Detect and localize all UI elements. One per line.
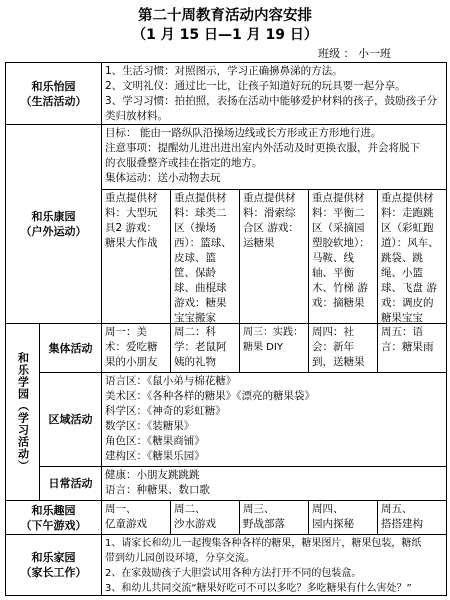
outdoor-goal-line: 的衣服叠整齐或挂在指定的地方。 (105, 157, 263, 169)
life-line: 3、学习习惯：拍拍照，表扬在活动中能够爱护材料的孩子，鼓励孩子分 (105, 95, 438, 107)
game-mon (101, 500, 171, 535)
page-title: 第二十周教育活动内容安排 (138, 8, 312, 24)
life-line: 2、文明礼仪：通过比一比，让孩子知道好玩的玩具要一起分享。 (105, 80, 406, 92)
family-content (101, 534, 447, 596)
outdoor-zone-2: 重点提供材料：球类二区（操场西）：篮球、皮球、篮筐、保龄球、曲棍球 游戏：糖果宝宝搬家 (170, 189, 240, 324)
outdoor-goal (101, 124, 447, 190)
game-name: 亿童游戏 (105, 518, 147, 530)
class-label: 班级 ： 小一班 (318, 47, 391, 60)
area-line: 美术区：《各种各样的糖果》《漂亮的糖果袋》 (105, 390, 315, 402)
games-section-label (5, 500, 102, 535)
games-label-name: 和乐趣园 (31, 503, 76, 517)
game-wed (239, 500, 309, 535)
game-name: 搭搭建构 (381, 518, 423, 530)
family-line: 1、请家长和幼儿一起搜集各种各样的糖果，糖果图片，糖果包装，糖纸 (105, 538, 422, 549)
group-activity-thu: 周四：社会：新年到，送糖果 (308, 323, 378, 373)
life-label-type: （生活活动） (20, 94, 87, 108)
game-tue (170, 500, 240, 535)
family-section-label (5, 534, 102, 596)
games-label-type: （下午游戏） (20, 518, 87, 532)
life-label-name: 和乐怡园 (31, 79, 76, 93)
group-activity-tue: 周二：科学：老鼠阿姨的礼物 (170, 323, 240, 373)
group-activity-fri: 周五：语言：糖果雨 (377, 323, 447, 373)
daily-activity-content (101, 466, 447, 501)
group-activity-wed: 周三：实践：糖果 DIY (239, 323, 309, 373)
area-line: 数学区：《装糖果》 (105, 420, 195, 432)
family-label-name: 和乐家园 (31, 551, 76, 564)
area-line: 科学区：《神奇的彩虹糖》 (105, 405, 226, 417)
group-activity-label: 集体活动 (39, 323, 102, 373)
game-day: 周五、 (381, 503, 413, 515)
daily-line: 健康：小朋友跳跳跳 (105, 469, 200, 481)
area-activity-label: 区域活动 (39, 372, 102, 467)
family-line: 带到幼儿园创设环境，分享交流。 (105, 553, 255, 564)
outdoor-section-label (5, 124, 102, 324)
game-name: 沙水游戏 (174, 518, 216, 530)
area-line: 建构区：《糖果乐园》 (105, 450, 205, 462)
group-activity-mon: 周一：美术：爱吃糖果的小朋友 (101, 323, 171, 373)
area-line: 语言区：《鼠小弟与棉花糖》 (105, 375, 237, 387)
learning-section-label (5, 323, 40, 501)
family-line: 3、和幼儿共同交流“糖果好吃可不可以多吃？多吃糖果有什么害处？” (105, 583, 412, 594)
game-fri (377, 500, 447, 535)
family-label-type: （家长工作） (20, 566, 87, 579)
outdoor-label-name: 和乐康园 (31, 210, 76, 223)
outdoor-zone-4: 重点提供材料：平衡二区（采摘园塑胶软地）：马鞍、线轴、平衡木、竹梯 游戏：摘糖果 (308, 189, 378, 324)
daily-line: 语言：种糖果、数口歌 (105, 484, 210, 496)
area-line: 角色区：《糖果商铺》 (105, 435, 205, 447)
area-activity-content (101, 372, 447, 467)
game-day: 周二、 (174, 503, 206, 515)
life-content (101, 62, 447, 125)
date-range: （1 月 15 日—1 月 19 日） (132, 27, 318, 43)
outdoor-label-type: （户外运动） (20, 225, 87, 238)
game-day: 周一、 (105, 503, 137, 515)
outdoor-zone-5: 重点提供材料：走跑跳区（彩虹跑道）：风车、跳袋、跳绳、小篮球、飞盘 游戏：调皮的糖果宝宝 (377, 189, 447, 324)
outdoor-goal-line: 目标： 能由一路纵队沿操场边线或长方形或正方形地行进。 (105, 127, 382, 139)
family-line: 2、在家鼓励孩子大胆尝试用各种方法打开不同的包装盒。 (105, 568, 362, 579)
learning-label: 和乐学园（学习活动） (16, 352, 30, 472)
life-line: 1、生活习惯：对照图示，学习正确擤鼻涕的方法。 (105, 65, 343, 77)
game-day: 周三、 (243, 503, 275, 515)
outdoor-goal-line: 注意事项：提醒幼儿进出进出室内外活动及时更换衣服，并会将脱下 (105, 142, 420, 154)
outdoor-group-exercise: 集体运动：送小动物去玩 (105, 172, 221, 184)
life-line: 类归放材料。 (105, 110, 168, 122)
game-day: 周四、 (312, 503, 344, 515)
game-name: 园内探秘 (312, 518, 354, 530)
game-name: 野战部落 (243, 518, 285, 530)
outdoor-zone-3: 重点提供材料：滑索综合区 游戏：运糖果 (239, 189, 309, 324)
outdoor-zone-1: 重点提供材料：大型玩具2 游戏：糖果大作战 (101, 189, 171, 324)
game-thu (308, 500, 378, 535)
daily-activity-label: 日常活动 (39, 466, 102, 501)
life-section-label (5, 62, 102, 125)
